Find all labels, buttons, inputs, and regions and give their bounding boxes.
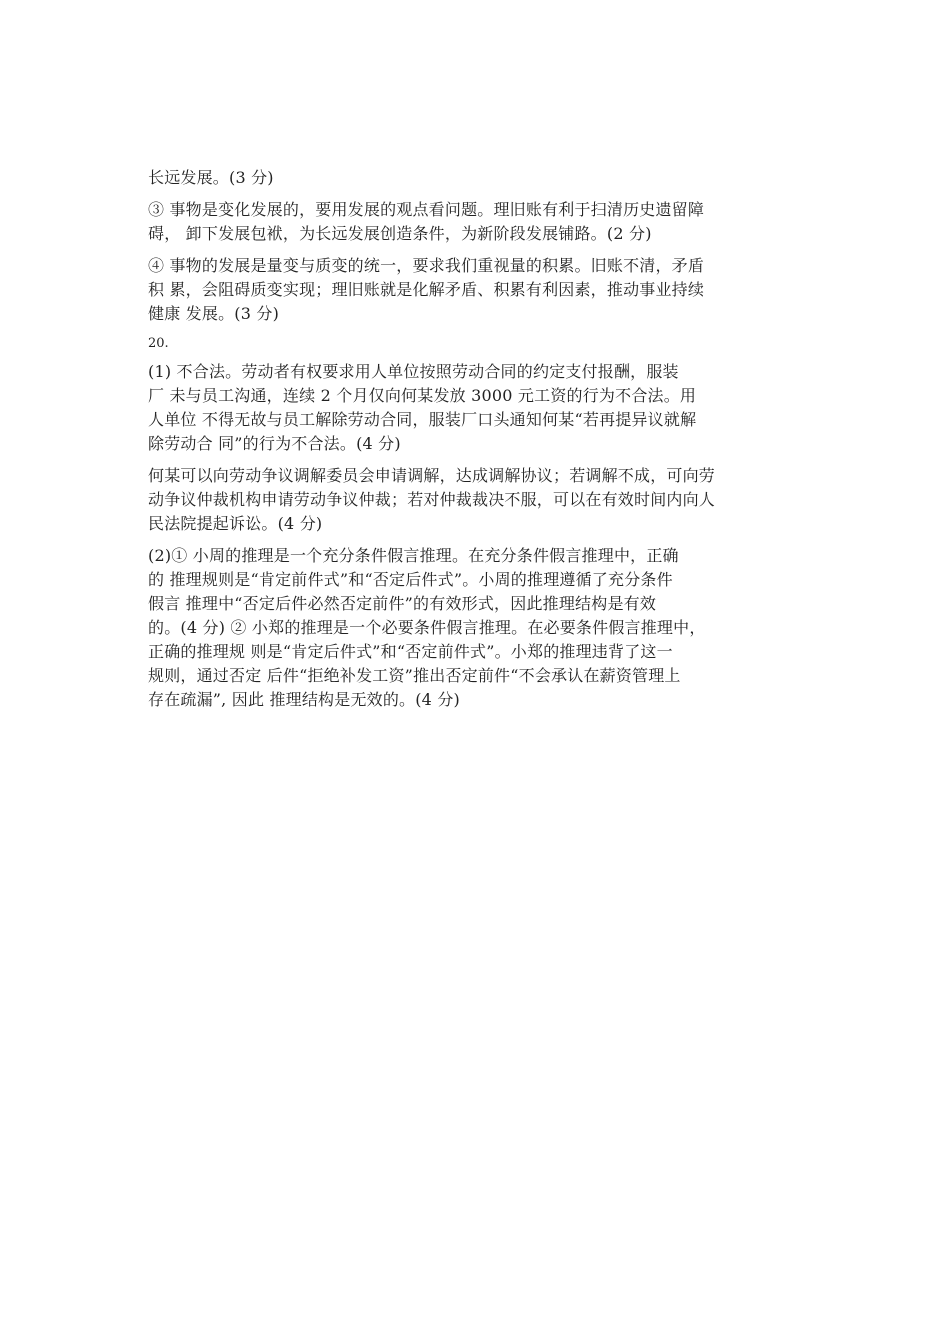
- text-line: 动争议仲裁机构申请劳动争议仲裁；若对仲裁裁决不服，可以在有效时间内向人: [148, 490, 716, 509]
- paragraph-point-4: [148, 254, 808, 326]
- text-line: ④ 事物的发展是量变与质变的统一，要求我们重视量的积累。旧账不清，矛盾: [148, 256, 705, 275]
- text-line: 民法院提起诉讼。(4 分): [148, 514, 323, 533]
- text-line: 的。(4 分) ② 小郑的推理是一个必要条件假言推理。在必要条件假言推理中，: [148, 618, 706, 637]
- text-line: 长远发展。(3 分): [148, 168, 274, 187]
- text-line: 的 推理规则是“肯定前件式”和“否定后件式”。小周的推理遵循了充分条件: [148, 570, 673, 589]
- paragraph-point-3: [148, 198, 808, 246]
- text-line: 除劳动合 同”的行为不合法。(4 分): [148, 434, 401, 453]
- text-line: 假言 推理中“否定后件必然否定前件”的有效形式，因此推理结构是有效: [148, 594, 657, 613]
- text-line: ③ 事物是变化发展的，要用发展的观点看问题。理旧账有利于扫清历史遗留障: [148, 200, 705, 219]
- question-number: 20.: [148, 336, 169, 351]
- document-body: [148, 166, 808, 720]
- text-line: 存在疏漏”, 因此 推理结构是无效的。(4 分): [148, 690, 460, 709]
- text-line: 何某可以向劳动争议调解委员会申请调解，达成调解协议；若调解不成，可向劳: [148, 466, 716, 485]
- paragraph-answer-1: [148, 360, 808, 456]
- paragraph-continuation: [148, 166, 808, 190]
- text-line: (2)① 小周的推理是一个充分条件假言推理。在充分条件假言推理中，正确: [148, 546, 679, 565]
- text-line: 正确的推理规 则是“肯定后件式”和“否定前件式”。小郑的推理违背了这一: [148, 642, 673, 661]
- text-line: 积 累，会阻碍质变实现；理旧账就是化解矛盾、积累有利因素，推动事业持续: [148, 280, 705, 299]
- text-line: 规则，通过否定 后件“拒绝补发工资”推出否定前件“不会承认在薪资管理上: [148, 666, 681, 685]
- text-line: 健康 发展。(3 分): [148, 304, 280, 323]
- paragraph-dispute-resolution: [148, 464, 808, 536]
- text-line: 厂 未与员工沟通，连续 2 个月仅向何某发放 3000 元工资的行为不合法。用: [148, 386, 697, 405]
- paragraph-answer-2: [148, 544, 808, 712]
- text-line: 人单位 不得无故与员工解除劳动合同，服装厂口头通知何某“若再提异议就解: [148, 410, 697, 429]
- text-line: 碍， 卸下发展包袱，为长远发展创造条件，为新阶段发展铺路。(2 分): [148, 224, 652, 243]
- text-line: (1) 不合法。劳动者有权要求用人单位按照劳动合同的约定支付报酬，服装: [148, 362, 679, 381]
